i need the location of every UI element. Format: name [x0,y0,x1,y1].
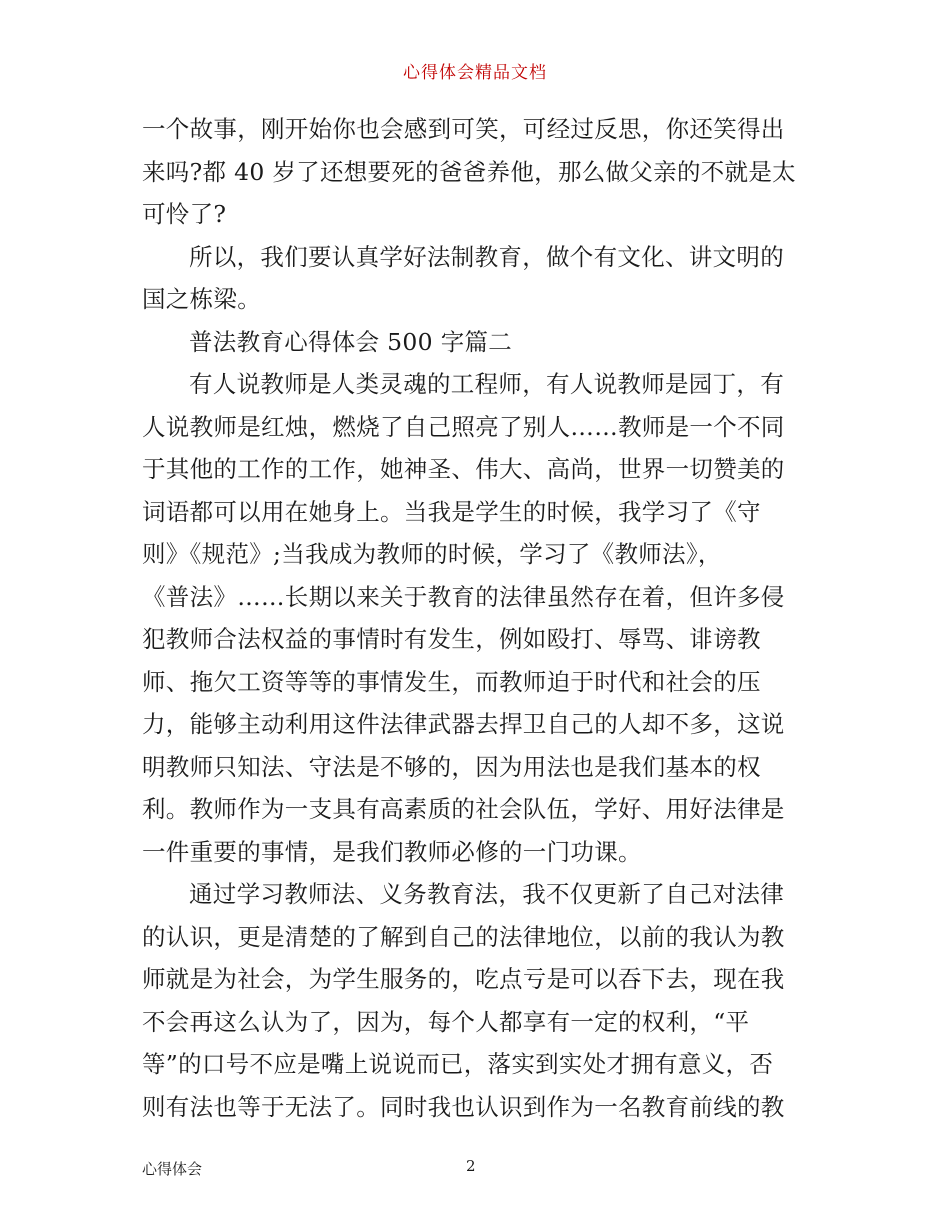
document-body [142,108,810,1128]
text-line: 《普法》……长期以来关于教育的法律虽然存在着，但许多侵 [142,582,785,611]
text-line: 师、拖欠工资等等的事情发生，而教师迫于时代和社会的压 [142,667,761,696]
text-line: 利。教师作为一支具有高素质的社会队伍，学好、用好法律是 [142,795,785,823]
text-line: 力，能够主动利用这件法律武器去捍卫自己的人却不多，这说 [142,710,785,738]
text-line: 于其他的工作的工作，她神圣、伟大、高尚，世界一切赞美的 [142,455,785,483]
text-line: 来吗?都 40 岁了还想要死的爸爸养他，那么做父亲的不就是太 [142,157,796,186]
text-line: 则》《规范》;当我成为教师的时候，学习了《教师法》， [142,540,722,568]
text-line: 普法教育心得体会 500 字篇二 [189,327,513,356]
text-line: 则有法也等于无法了。同时我也认识到作为一名教育前线的教 [142,1092,785,1121]
text-line: 不会再这么认为了，因为，每个人都享有一定的权利，“平 [142,1007,750,1036]
text-line: 的认识，更是清楚的了解到自己的法律地位，以前的我认为教 [142,922,785,951]
text-line: 所以，我们要认真学好法制教育，做个有文化、讲文明的 [189,242,784,271]
text-line: 明教师只知法、守法是不够的，因为用法也是我们基本的权 [142,752,761,781]
text-line: 人说教师是红烛，燃烧了自己照亮了别人……教师是一个不同 [142,412,785,441]
text-line: 等”的口号不应是嘴上说说而已，落实到实处才拥有意义，否 [142,1050,774,1078]
text-line: 犯教师合法权益的事情时有发生，例如殴打、辱骂、诽谤教 [142,625,761,653]
footer-label: 心得体会 [142,1160,203,1178]
text-line: 一件重要的事情，是我们教师必修的一门功课。 [142,837,642,866]
text-line: 通过学习教师法、义务教育法，我不仅更新了自己对法律 [189,880,784,908]
text-line: 一个故事，刚开始你也会感到可笑，可经过反思，你还笑得出 [142,115,785,143]
text-line: 国之栋梁。 [142,285,261,313]
document-header-title: 心得体会精品文档 [403,63,547,83]
text-line: 词语都可以用在她身上。当我是学生的时候，我学习了《守 [142,497,761,526]
text-line: 有人说教师是人类灵魂的工程师，有人说教师是园丁，有 [189,370,784,398]
text-line: 可怜了? [142,200,227,228]
text-line: 师就是为社会，为学生服务的，吃点亏是可以吞下去，现在我 [142,965,785,993]
page-number: 2 [466,1157,476,1175]
